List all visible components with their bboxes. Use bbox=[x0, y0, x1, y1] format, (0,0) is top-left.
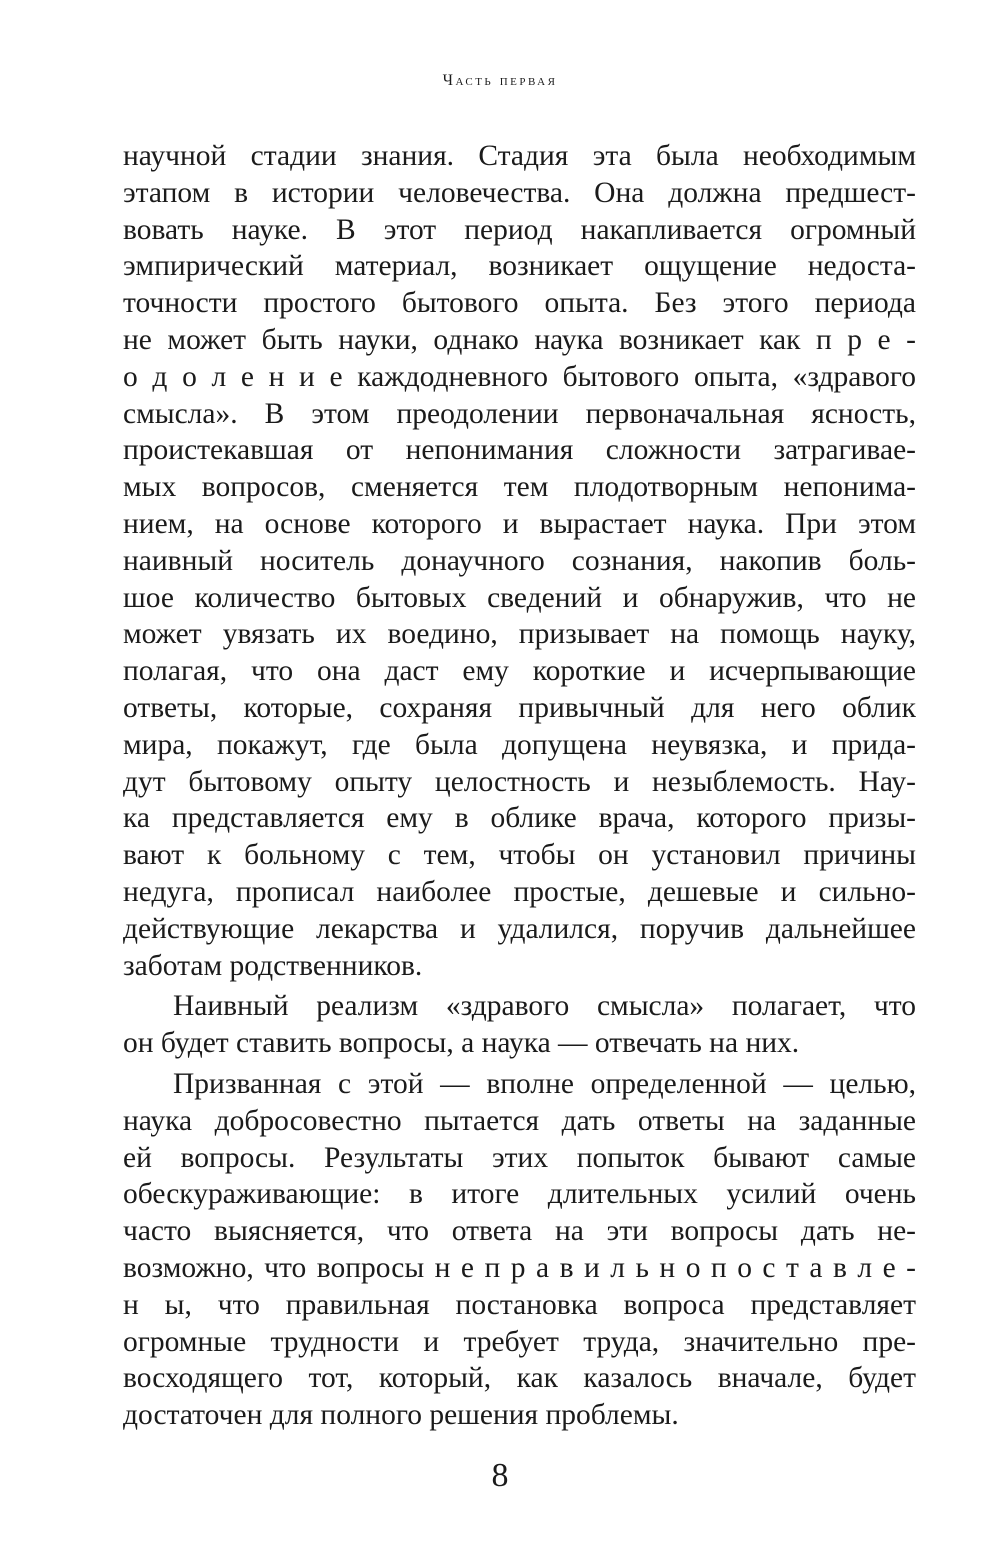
text-line: эмпирический материал, возникает ощущение недоста- bbox=[123, 250, 916, 283]
text-line: смысла». В этом преодолении первоначальная ясность, bbox=[123, 397, 916, 430]
text-line: мира, покажут, где была допущена неувязка, и прида- bbox=[123, 728, 916, 761]
text-line: точности простого бытового опыта. Без этого периода bbox=[123, 287, 916, 320]
text-line: вают к больному с тем, чтобы он установил причины bbox=[123, 839, 916, 872]
running-head: Часть первая bbox=[442, 72, 558, 89]
text-line: Призванная с этой — вполне определенной — целью, bbox=[173, 1067, 916, 1100]
text-line: дут бытовому опыту целостность и незыблемость. Нау- bbox=[123, 765, 916, 798]
text-line: шое количество бытовых сведений и обнаружив, что не bbox=[123, 581, 916, 614]
text-line: восходящего тот, который, как казалось вначале, будет bbox=[123, 1362, 916, 1395]
text-line: ей вопросы. Результаты этих попыток бывают самые bbox=[123, 1141, 916, 1174]
text-line: он будет ставить вопросы, а наука — отвечать на них. bbox=[123, 1027, 800, 1060]
text-line: недуга, прописал наиболее простые, дешевые и сильно- bbox=[123, 875, 916, 908]
text-line: нием, на основе которого и вырастает наука. При этом bbox=[123, 507, 916, 540]
text-line: действующие лекарства и удалился, поручив дальнейшее bbox=[123, 912, 916, 945]
body-text bbox=[123, 138, 916, 1434]
text-line: вовать науке. В этот период накапливается огромный bbox=[123, 213, 916, 246]
text-line: ка представляется ему в облике врача, которого призы- bbox=[123, 802, 916, 835]
text-line: может увязать их воедино, призывает на помощь науку, bbox=[123, 618, 916, 651]
text-line: достаточен для полного решения проблемы. bbox=[123, 1399, 679, 1432]
text-line: не может быть науки, однако наука возникает как п р е - bbox=[123, 323, 916, 356]
text-line: ответы, которые, сохраняя привычный для него облик bbox=[123, 691, 916, 724]
text-line: мых вопросов, сменяется тем плодотворным непонима- bbox=[123, 471, 916, 504]
text-line: проистекавшая от непонимания сложности затрагивае- bbox=[123, 434, 916, 467]
text-line: наука добросовестно пытается дать ответы на заданные bbox=[123, 1104, 916, 1137]
text-line: заботам родственников. bbox=[123, 949, 423, 982]
text-line: научной стадии знания. Стадия эта была необходимым bbox=[123, 140, 916, 172]
text-line: наивный носитель донаучного сознания, накопив боль- bbox=[123, 544, 916, 577]
text-line: обескураживающие: в итоге длительных усилий очень bbox=[123, 1178, 916, 1211]
text-line: полагая, что она даст ему короткие и исчерпывающие bbox=[123, 655, 916, 688]
text-line: о д о л е н и е каждодневного бытового опыта, «здравого bbox=[123, 360, 916, 393]
text-line: огромные трудности и требует труда, значительно пре- bbox=[123, 1325, 916, 1358]
text-line: Наивный реализм «здравого смысла» полагает, что bbox=[173, 990, 916, 1023]
page-number: 8 bbox=[491, 1457, 509, 1494]
text-line: н ы, что правильная постановка вопроса представляет bbox=[123, 1288, 916, 1321]
text-line: часто выясняется, что ответа на эти вопросы дать не- bbox=[123, 1215, 916, 1248]
text-line: возможно, что вопросы н е п р а в и л ь н о п о с т а в л е - bbox=[123, 1251, 916, 1284]
text-line: этапом в истории человечества. Она должна предшест- bbox=[123, 176, 916, 209]
